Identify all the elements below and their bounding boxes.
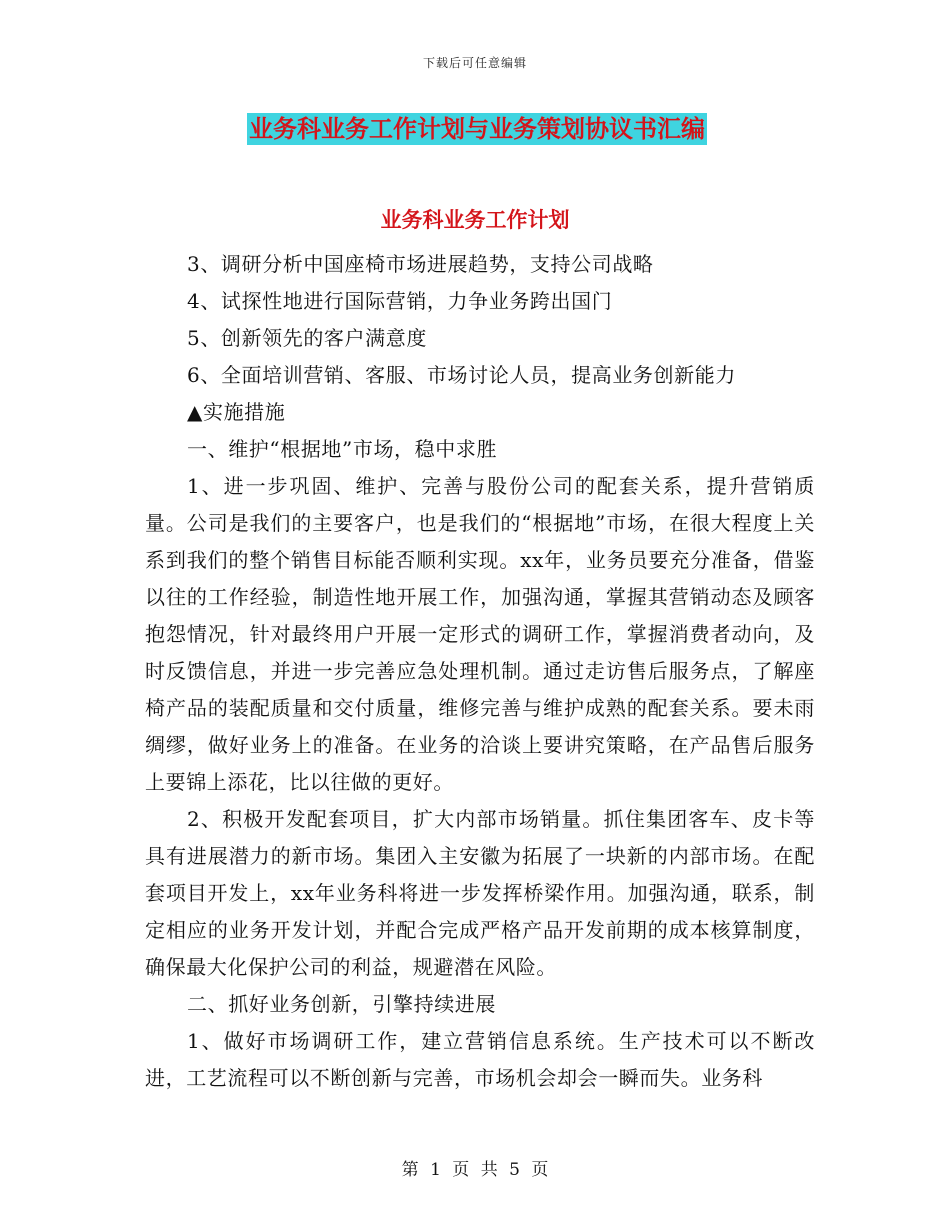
paragraph: 2、积极开发配套项目，扩大内部市场销量。抓住集团客车、皮卡等具有进展潜力的新市场。集团入主安徽为拓展了一块新的内部市场。在配套项目开发上，xx年业务科将进一步发挥桥梁作用。加强沟通，联系，制定相应的业务开发计划，并配合完成严格产品开发前期的成本核算制度，确保最大化保护公司的利益，规避潜在风险。 bbox=[145, 807, 815, 979]
paragraph: 4、试探性地进行国际营销，力争业务跨出国门 bbox=[187, 289, 613, 313]
paragraph: 1、进一步巩固、维护、完善与股份公司的配套关系，提升营销质量。公司是我们的主要客户，也是我们的“根据地”市场，在很大程度上关系到我们的整个销售目标能否顺利实现。xx年，业务员要充分准备，借鉴以往的工作经验，制造性地开展工作，加强沟通，掌握其营销动态及顾客抱怨情况，针对最终用户开展一定形式的调研工作，掌握消费者动向，及时反馈信息，并进一步完善应急处理机制。通过走访售后服务点，了解座椅产品的装配质量和交付质量，维修完善与维护成熟的配套关系。要未雨绸缪，做好业务上的准备。在业务的洽谈上要讲究策略，在产品售后服务上要锦上添花，比以往做的更好。 bbox=[145, 474, 815, 794]
paragraph: 一、维护“根据地”市场，稳中求胜 bbox=[187, 437, 498, 461]
paragraph: 6、全面培训营销、客服、市场讨论人员，提高业务创新能力 bbox=[187, 363, 736, 387]
header-note: 下载后可任意编辑 bbox=[422, 56, 527, 70]
section-title: 业务科业务工作计划 bbox=[380, 207, 570, 232]
paragraph: 5、创新领先的客户满意度 bbox=[187, 326, 427, 350]
page-number: 第 1 页 共 5 页 bbox=[401, 1160, 549, 1180]
paragraph: ▲实施措施 bbox=[187, 400, 286, 424]
paragraph: 3、调研分析中国座椅市场进展趋势，支持公司战略 bbox=[187, 252, 654, 276]
paragraph: 二、抓好业务创新，引擎持续进展 bbox=[187, 992, 496, 1016]
document-title: 业务科业务工作计划与业务策划协议书汇编 bbox=[249, 114, 705, 143]
paragraph: 1、做好市场调研工作，建立营销信息系统。生产技术可以不断改进，工艺流程可以不断创新与完善，市场机会却会一瞬而失。业务科 bbox=[145, 1029, 815, 1090]
document-body bbox=[145, 246, 815, 1097]
